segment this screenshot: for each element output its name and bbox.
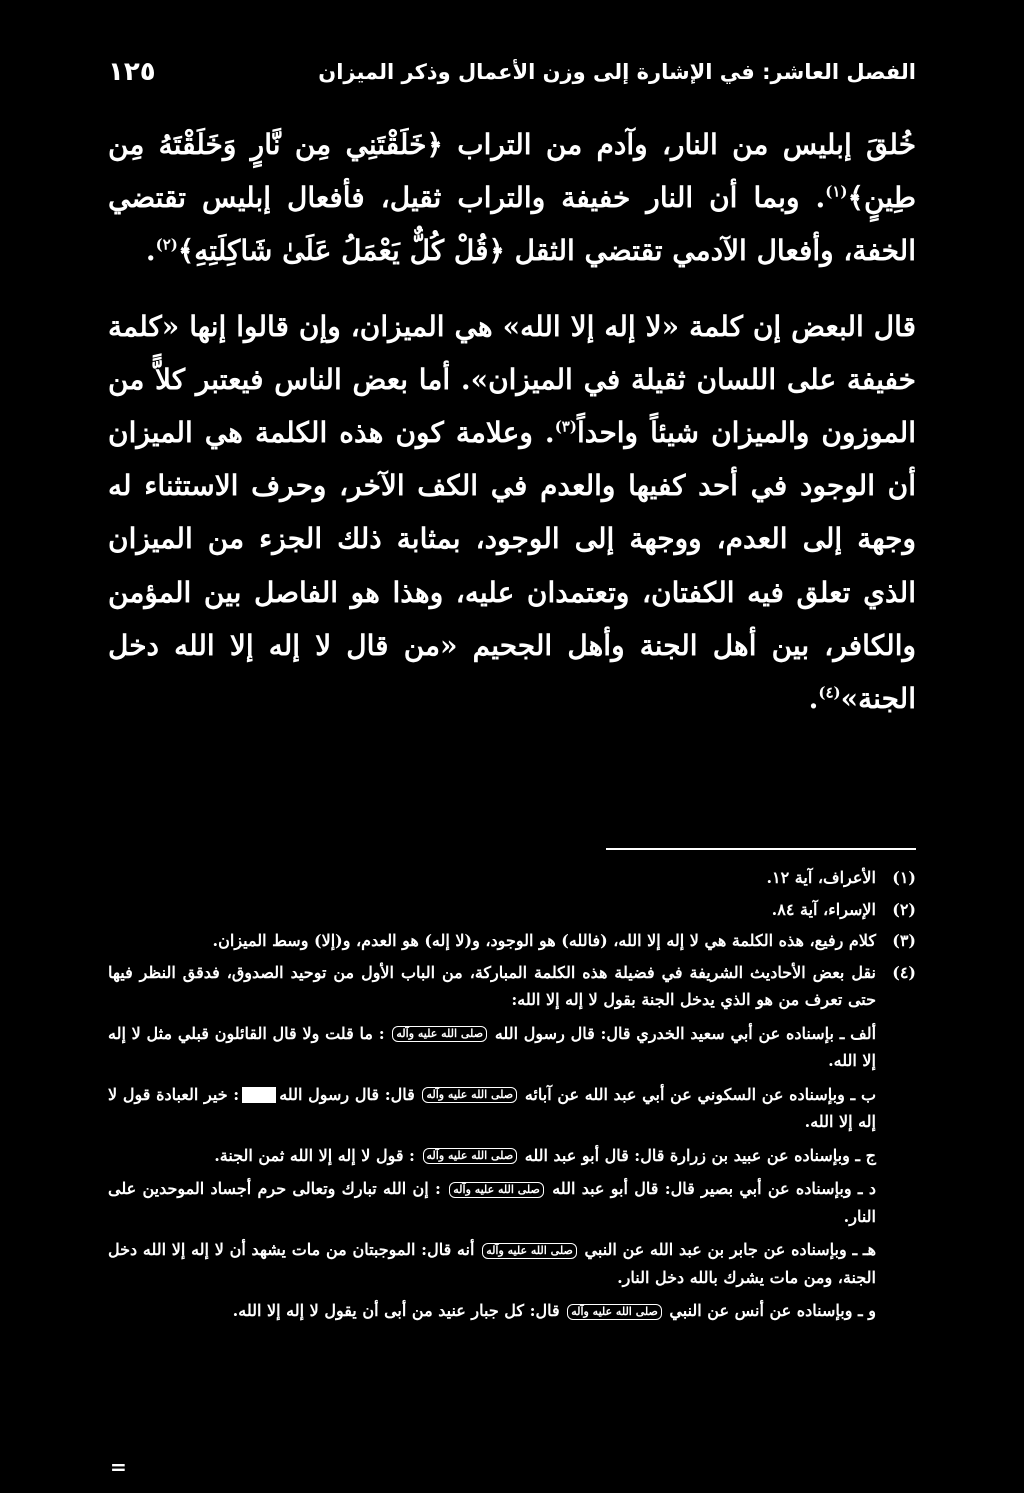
hadith-text: قال: قال رسول الله [279, 1084, 415, 1104]
hadith-text: : قول لا إله إلا الله ثمن الجنة. [214, 1145, 415, 1165]
hadith-text: أنه قال: الموجبتان من مات يشهد أن لا إله إلا الله دخل الجنة، ومن مات يشرك بالله دخل النار. [108, 1240, 876, 1287]
redacted-block [242, 1087, 276, 1103]
page-number: ١٢٥ [108, 57, 156, 87]
salawat-symbol: صلى الله عليه وآله [422, 1087, 517, 1103]
salawat-symbol: صلى الله عليه وآله [423, 1148, 518, 1164]
footnote-ref-3: (٣) [554, 417, 577, 436]
hadith-ba [108, 1081, 876, 1136]
hadith-waw [108, 1297, 876, 1325]
paragraph-2-part3: . [808, 681, 819, 715]
hadith-text: ج ـ وبإسناده عن عبيد بن زرارة قال: قال أبو عبد الله [524, 1145, 876, 1165]
footnote-text: كلام رفيع، هذه الكلمة هي لا إله إلا الله، (فالله) هو الوجود، و(لا إله) هو العدم، و(إلا) وسط الميزان. [212, 931, 876, 951]
footnote-number: (٢) [892, 899, 916, 919]
footnote-number: (٤) [892, 962, 916, 982]
hadith-dal [108, 1175, 876, 1230]
footnote-intro: نقل بعض الأحاديث الشريفة في فضيلة هذه الكلمة المباركة، من الباب الأول من توحيد الصدوق، فدقق النظر فيها حتى تعرف من هو الذي يدخل الجنة بقول لا إله إلا الله: [108, 962, 877, 1010]
footnote-number: (١) [892, 868, 916, 887]
hadith-ha [108, 1236, 876, 1291]
footnote-3 [108, 927, 916, 955]
hadith-text: : إن الله تبارك وتعالى حرم أجساد الموحدين على النار. [108, 1179, 876, 1226]
footnote-ref-2: (٢) [155, 236, 178, 255]
paragraph-1-part3: . [145, 234, 156, 268]
paragraph-2-part2: . وعلامة كون هذه الكلمة هي الميزان أن الوجود في أحد كفيها والعدم في الكف الآخر، وحرف الاستثناء له وجهة إلى العدم، ووجهة إلى الوجود، بمثابة ذلك الجزء من الميزان الذي تعلق فيه الكفتان، وتعتمدان عليه، وهذا هو الفاصل بين المؤمن والكافر، بين أهل الجنة وأهل الجحيم «من قال لا إله إلا الله دخل الجنة» [108, 415, 916, 715]
salawat-symbol: صلى الله عليه وآله [567, 1304, 662, 1320]
footnote-divider [606, 848, 916, 850]
hadith-text: هـ ـ وبإسناده عن جابر بن عبد الله عن النبي [584, 1240, 877, 1260]
footnote-number: (٣) [892, 931, 916, 951]
footnote-1 [108, 864, 916, 892]
salawat-symbol: صلى الله عليه وآله [392, 1026, 487, 1042]
hadith-jim [108, 1142, 876, 1170]
hadith-alif [108, 1020, 876, 1075]
footnotes [108, 864, 916, 1325]
footnote-2 [108, 896, 916, 924]
hadith-text: : ما قلت ولا قال القائلون قبلي مثل لا إله إلا الله. [108, 1023, 876, 1071]
footnote-text: الإسراء، آية ٨٤. [771, 899, 876, 919]
footnote-4 [108, 959, 916, 1325]
main-text [108, 118, 916, 725]
salawat-symbol: صلى الله عليه وآله [449, 1182, 544, 1198]
page-header [108, 52, 916, 92]
hadith-text: ألف ـ بإسناده عن أبي سعيد الخدري قال: قال رسول الله [494, 1023, 877, 1043]
paragraph-1 [108, 118, 916, 278]
hadith-text: ب ـ وبإسناده عن السكوني عن أبي عبد الله عن آبائه [524, 1084, 877, 1104]
footnote-text: الأعراف، آية ١٢. [766, 868, 876, 887]
hadith-text: و ـ وبإسناده عن أنس عن النبي [669, 1301, 876, 1321]
footnote-ref-1: (١) [825, 182, 848, 201]
hadith-text: قال: كل جبار عنيد من أبى أن يقول لا إله إلا الله. [232, 1301, 560, 1321]
paragraph-1-part1: خُلقَ إبليس من النار، وآدم من التراب ﴿خَلَقْتَنِي مِن نَّارٍ وَخَلَقْتَهُ مِن طِينٍ﴾ [108, 128, 916, 215]
chapter-title: الفصل العاشر: في الإشارة إلى وزن الأعمال وذكر الميزان [318, 60, 916, 84]
paragraph-1-part2: . وبما أن النار خفيفة والتراب ثقيل، فأفعال إبليس تقتضي الخفة، وأفعال الآدمي تقتضي الثقل ﴿قُلْ كُلٌّ يَعْمَلُ عَلَىٰ شَاكِلَتِهِ﴾ [108, 181, 916, 268]
paragraph-2-part1: قال البعض إن كلمة «لا إله إلا الله» هي الميزان، وإن قالوا إنها «كلمة خفيفة على اللسان ثقيلة في الميزان». أما بعض الناس فيعتبر كلاًّ من الموزون والميزان شيئاً واحداً [108, 309, 916, 449]
hadith-text: د ـ وبإسناده عن أبي بصير قال: قال أبو عبد الله [552, 1179, 876, 1199]
footnote-ref-4: (٤) [818, 683, 841, 702]
continuation-mark: = [110, 1455, 127, 1479]
paragraph-2 [108, 300, 916, 726]
salawat-symbol: صلى الله عليه وآله [482, 1243, 577, 1259]
hadith-text: : خير العبادة قول لا إله إلا الله. [108, 1084, 876, 1132]
